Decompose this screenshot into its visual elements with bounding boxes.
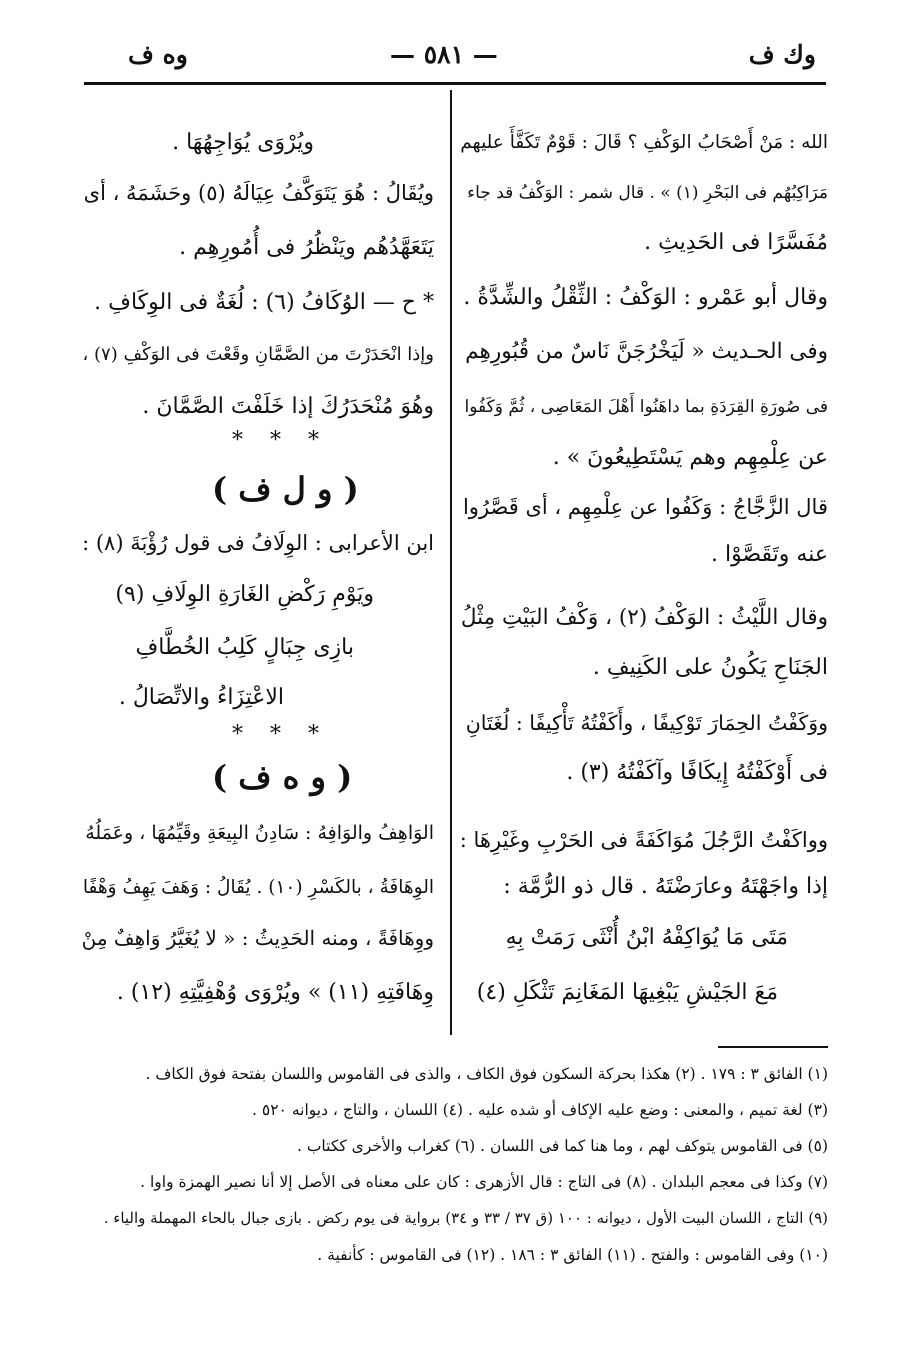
running-head-right: وك ف	[748, 40, 816, 69]
text-line: مَرَاكِبُهُم فى البَحْرِ (١) » . قال شمر : الوَكْفُ قد جاء	[467, 183, 828, 203]
text-line: وِهَافَتِهِ (١١) » ويُرْوَى وُهْفِيَّتِهِ (١٢) .	[116, 980, 434, 1005]
section-separator: * * *	[232, 428, 329, 453]
footnote-line: (١) الفائق ٣ : ١٧٩ . (٢) هكذا بحركة السكون فوق الكاف ، والذى فى القاموس واللسان بفتحة فوق الكاف .	[145, 1065, 828, 1083]
text-line: وقال اللَّيْثُ : الوَكْفُ (٢) ، وَكْفُ البَيْتِ مِثْلُ	[460, 605, 828, 630]
text-line: ابن الأعرابى : الوِلَافُ فى قول رُؤْبَةَ (٨) :	[82, 531, 434, 555]
text-line: فى صُورَةِ القِرَدَةِ بما داهَنُوا أَهْلَ المَعَاصِى ، ثُمَّ وَكَفُوا	[464, 397, 828, 417]
section-title-wlf: ( و ل ف )	[212, 470, 359, 508]
section-separator: * * *	[232, 722, 329, 747]
footnote-line: (٥) فى القاموس يتوكف لهم ، وما هنا كما فى اللسان . (٦) كغراب والأخرى ككتاب .	[296, 1137, 828, 1155]
text-line: الوَاهِفُ والوَافِهُ : سَادِنُ البِيعَةِ وقَيِّمُهَا ، وعَمَلُهُ	[85, 822, 434, 844]
text-line: مُفَسَّرًا فى الحَدِيثِ .	[644, 230, 828, 255]
text-line: الوِهَافَةُ ، بالكَسْرِ (١٠) . يُقَالُ : وَهَفَ يَهِفُ وَهْفًا	[82, 877, 434, 898]
text-line: قال الزَّجَّاجُ : وَكَفُوا عن عِلْمِهِم ، أى قَصَّرُوا	[462, 495, 828, 519]
text-line: عنه وتَقَصَّوْا .	[711, 542, 828, 567]
text-line: وفى الحـديث « لَيَخْرُجَنَّ نَاسٌ من قُبُورِهِم	[465, 339, 828, 364]
footnote-line: (٩) التاج ، اللسان البيت الأول ، ديوانه : ١٠٠ (ق ٣٧ / ٣٣ و ٣٤) برواية فى يوم ركض . بازى جبال بالحاء المهملة والياء .	[103, 1209, 828, 1227]
verse-line: مَعَ الجَيْشِ يَبْغِيهَا المَغَانِمَ تَثْكَلِ (٤)	[476, 980, 778, 1005]
text-line: وإذا انْحَدَرْتَ من الصَّمَّانِ وقَعْتَ فى الوَكْفِ (٧) ،	[82, 344, 434, 365]
footnote-line: (٧) وكذا فى معجم البلدان . (٨) فى التاج : قال الأزهرى : كان على معناه فى الأصل إلا أنا نصير الهمزة واوا .	[140, 1173, 828, 1191]
section-title-whf: ( و ه ف )	[212, 758, 353, 796]
text-line: الاعْتِزَاءُ والاتِّصَالُ .	[118, 685, 284, 710]
text-line: وقال أبو عَمْرو : الوَكْفُ : الثِّقْلُ والشِّدَّةُ .	[463, 285, 828, 310]
text-line: ويُقَالُ : هُوَ يَتَوَكَّفُ عِيَالَهُ (٥) وحَشَمَهُ ، أى	[83, 181, 434, 205]
footnotes	[81, 0, 828, 1371]
footnote-line: (١٠) وفى القاموس : والفتح . (١١) الفائق ٣ : ١٨٦ . (١٢) فى القاموس : كأنفية .	[317, 1246, 828, 1264]
running-head-left: وه ف	[128, 40, 188, 69]
text-line: الله : مَنْ أَصْحَابُ الوَكْفِ ؟ قَالَ : قَوْمٌ تَكَفَّأَ عليهم	[460, 132, 828, 153]
text-line: * ح — الوُكَافُ (٦) : لُغَةٌ فى الوِكَافِ .	[94, 290, 434, 315]
text-line: فى أَوْكَفْتُهُ إِيكَافًا وآكَفْتُهُ (٣) .	[566, 760, 828, 785]
text-line: يَتَعَهَّدُهُم ويَنْظُرُ فى أُمُورِهِم .	[179, 235, 434, 260]
verse-line: بازِى جِبَالٍ كَلِبُ الخُطَّافِ	[135, 635, 354, 660]
verse-line: ويَوْمِ رَكْضِ الغَارَةِ الوِلَافِ (٩)	[115, 582, 374, 607]
text-line: ويُرْوَى يُوَاجِهُهَا .	[172, 130, 314, 155]
footnote-line: (٣) لغة تميم ، والمعنى : وضع عليه الإكاف أو شده عليه . (٤) اللسان ، والتاج ، ديوانه ٥٢٠ .	[252, 1101, 828, 1119]
text-line: عن عِلْمِهِم وهم يَسْتَطِيعُونَ » .	[552, 445, 828, 470]
text-line: إذا واجَهْتَهُ وعارَضْتَهُ . قال ذو الرُّمَّة :	[503, 874, 828, 899]
page-number: — ٥٨١ —	[390, 40, 498, 69]
text-line: الجَنَاحِ يَكُونُ على الكَنِيفِ .	[592, 655, 828, 680]
text-line: ووَكَفْتُ الحِمَارَ تَوْكِيفًا ، وأَكَفْتُهُ تَأْكِيفًا : لُغَتَانِ	[465, 711, 828, 735]
text-line: ووِهَافَةً ، ومنه الحَدِيثُ : « لا يُغَيَّرُ وَاهِفٌ مِنْ	[81, 926, 434, 950]
verse-line: مَتَى مَا يُوَاكِفْهُ ابْنُ أُنْثَى رَمَتْ بِهِ	[505, 925, 788, 950]
text-line: وهُوَ مُنْحَدَرُكَ إذا خَلَفْتَ الصَّمَّانَ .	[142, 394, 434, 419]
text-line: وواكَفْتُ الرَّجُلَ مُوَاكَفَةً فى الحَرْبِ وغَيْرِهَا :	[459, 828, 828, 852]
